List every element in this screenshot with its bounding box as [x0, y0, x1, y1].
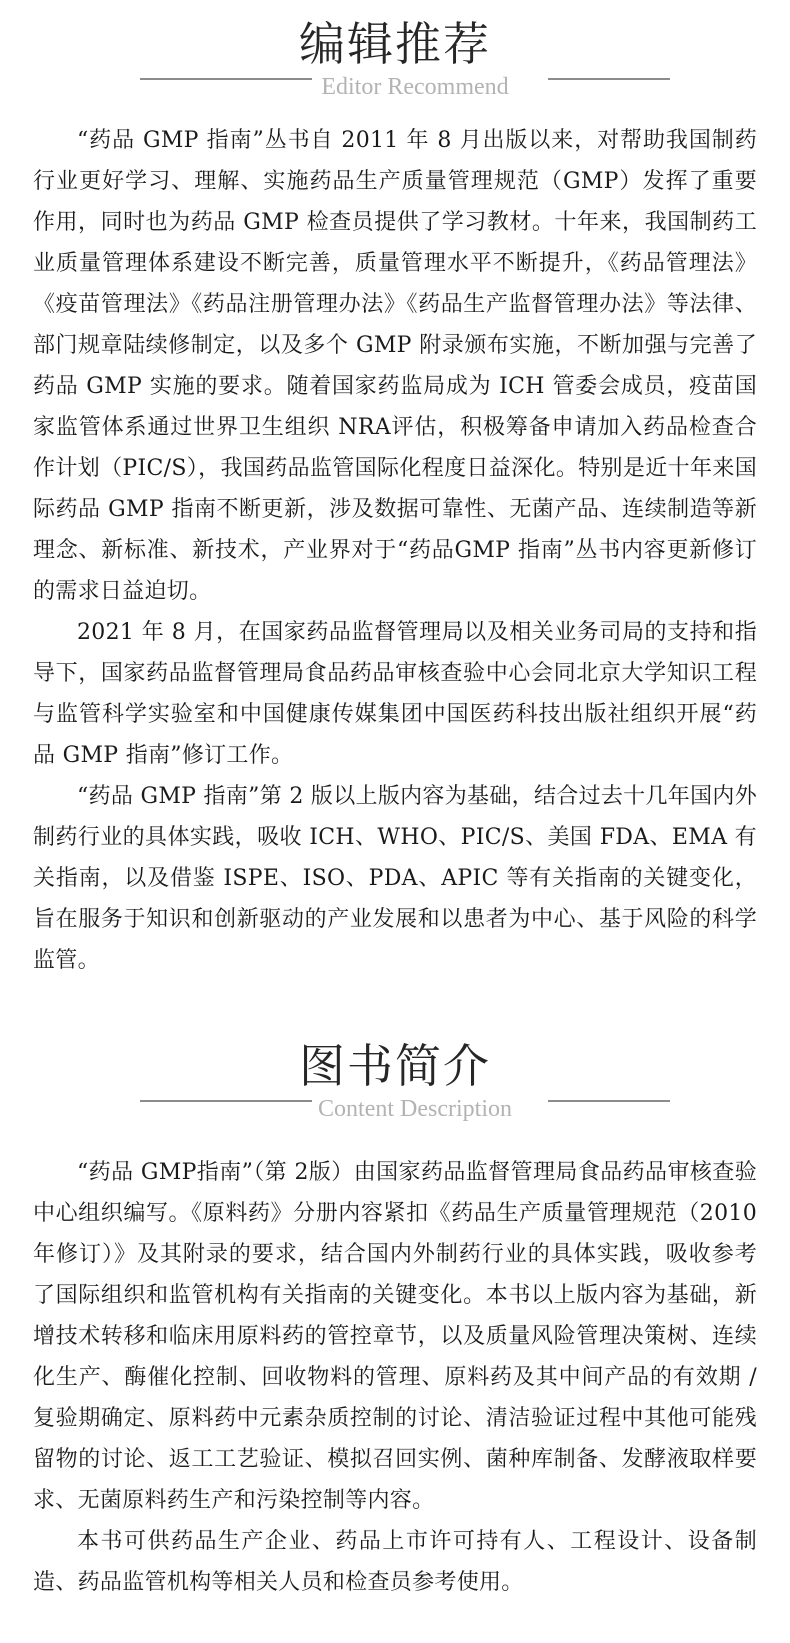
- paragraph: “药品 GMP 指南”第 2 版以上版内容为基础，结合过去十几年国内外制药行业的具体实践，吸收 ICH、WHO、PIC/S、美国 FDA、EMA 有关指南，以及借鉴 ISPE、ISO、PDA、APIC 等有关指南的关键变化，旨在服务于知识和创新驱动的产业发展和以患者为中心、基于风险的科学监管。: [33, 784, 757, 973]
- section-subtitle: Editor Recommend: [321, 74, 509, 100]
- content-description-section: [0, 1022, 790, 1595]
- section-title: 图书简介: [299, 1039, 491, 1093]
- content-description-header: [0, 1022, 790, 1132]
- section-title: 编辑推荐: [299, 17, 491, 71]
- editor-recommend-body: [33, 120, 757, 981]
- paragraph: 本书可供药品生产企业、药品上市许可持有人、工程设计、设备制造、药品监管机构等相关人员和检查员参考使用。: [33, 1529, 757, 1595]
- editor-recommend-header: [0, 0, 790, 110]
- section-subtitle: Content Description: [318, 1096, 512, 1122]
- paragraph: “药品 GMP 指南”丛书自 2011 年 8 月出版以来，对帮助我国制药行业更好学习、理解、实施药品生产质量管理规范（GMP）发挥了重要作用，同时也为药品 GMP 检查员提供了学习教材。十年来，我国制药工业质量管理体系建设不断完善，质量管理水平不断提升，《药品管理法》《疫苗管理法》《药品注册管理办法》《药品生产监督管理办法》等法律、部门规章陆续修制定，以及多个 GMP 附录颁布实施，不断加强与完善了药品 GMP 实施的要求。随着国家药监局成为 ICH 管委会成员，疫苗国家监管体系通过世界卫生组织 NRA评估，积极筹备申请加入药品检查合作计划（PIC/S），我国药品监管国际化程度日益深化。特别是近十年来国际药品 GMP 指南不断更新，涉及数据可靠性、无菌产品、连续制造等新理念、新标准、新技术，产业界对于“药品GMP 指南”丛书内容更新修订的需求日益迫切。: [33, 128, 757, 604]
- paragraph: “药品 GMP指南”（第 2版）由国家药品监督管理局食品药品审核查验中心组织编写。《原料药》分册内容紧扣《药品生产质量管理规范（2010年修订）》及其附录的要求，结合国内外制药行业的具体实践，吸收参考了国际组织和监管机构有关指南的关键变化。本书以上版内容为基础，新增技术转移和临床用原料药的管控章节，以及质量风险管理决策树、连续化生产、酶催化控制、回收物料的管理、原料药及其中间产品的有效期 /复验期确定、原料药中元素杂质控制的讨论、清洁验证过程中其他可能残留物的讨论、返工工艺验证、模拟召回实例、菌种库制备、发酵液取样要求、无菌原料药生产和污染控制等内容。: [33, 1160, 757, 1513]
- paragraph: 2021 年 8 月，在国家药品监督管理局以及相关业务司局的支持和指导下，国家药品监督管理局食品药品审核查验中心会同北京大学知识工程与监管科学实验室和中国健康传媒集团中国医药科技出版社组织开展“药品 GMP 指南”修订工作。: [33, 620, 757, 768]
- content-description-body: [33, 1152, 757, 1603]
